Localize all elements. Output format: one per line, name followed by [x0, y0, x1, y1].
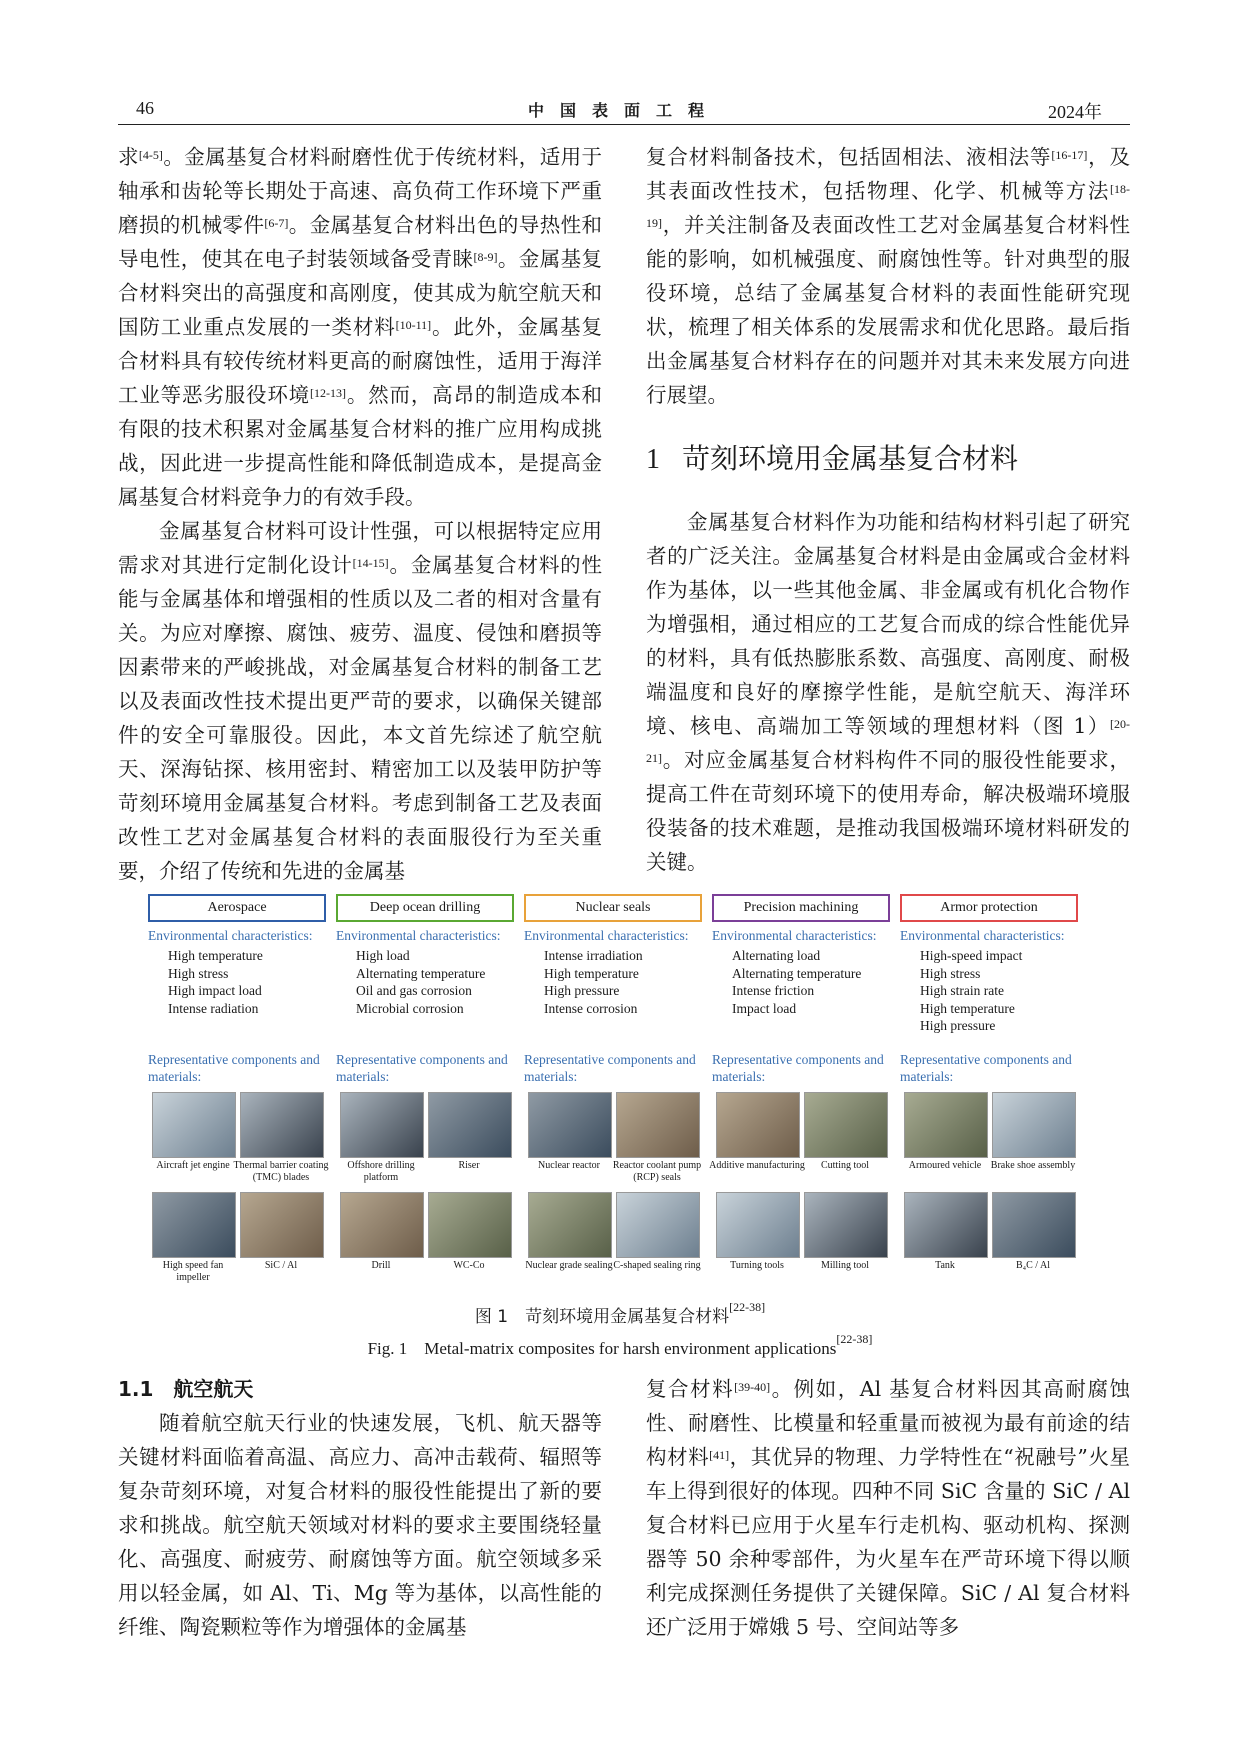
- env-label: Environmental characteristics:: [336, 928, 501, 943]
- env-list: [920, 947, 1078, 1051]
- env-item: Intense friction: [732, 983, 815, 998]
- left-column-bottom: [118, 1372, 602, 1644]
- env-list: [356, 947, 514, 1051]
- photo-caption: Armoured vehicle: [908, 1160, 982, 1171]
- component-photo: [428, 1092, 512, 1158]
- component-photo: [340, 1092, 424, 1158]
- photo-caption: Brake shoe assembly: [990, 1160, 1076, 1171]
- component-photo: [804, 1092, 888, 1158]
- journal-title: 中国表面工程: [527, 101, 720, 120]
- photo-caption: Drill: [371, 1260, 391, 1271]
- env-list: [168, 947, 326, 1051]
- section-heading: 1 苛刻环境用金属基复合材料: [646, 442, 1019, 475]
- env-item: High strain rate: [920, 983, 1004, 998]
- panel-title: Armor protection: [900, 894, 1078, 922]
- component-photo: [904, 1192, 988, 1258]
- env-item: Impact load: [732, 1000, 797, 1016]
- panel-title: Deep ocean drilling: [336, 894, 514, 922]
- photo-caption: WC-Co: [453, 1260, 485, 1271]
- rep-label: Representative components and materials:: [712, 1052, 884, 1084]
- rep-label: Representative components and materials:: [524, 1052, 696, 1084]
- panel-title: Aerospace: [148, 894, 326, 922]
- env-label: Environmental characteristics:: [148, 928, 313, 943]
- component-photo: [528, 1192, 612, 1258]
- env-item: Intense irradiation: [544, 948, 643, 963]
- photo-caption: Tank: [935, 1260, 955, 1271]
- right-column-top: [646, 140, 1130, 879]
- component-photo: [528, 1092, 612, 1158]
- photo-caption: Nuclear reactor: [538, 1160, 600, 1171]
- env-item: Alternating temperature: [356, 965, 486, 981]
- page-number: 46: [136, 98, 154, 118]
- photo-caption: Milling tool: [820, 1260, 870, 1271]
- left-column-top: [118, 140, 602, 888]
- env-item: High temperature: [168, 948, 263, 963]
- figure-panel-aerospace: [148, 894, 329, 1294]
- photo-caption: Riser: [458, 1160, 480, 1171]
- env-list: [732, 947, 890, 1051]
- component-photo: [804, 1192, 888, 1258]
- photo-caption: Additive manufacturing: [709, 1160, 805, 1171]
- photo-caption: B₄C / Al: [1015, 1260, 1051, 1271]
- paragraph: 复合材料制备技术，包括固相法、液相法等[16-17]，及其表面改性技术，包括物理、化学、机械等方法[18-19]，并关注制备及表面改性工艺对金属基复合材料性能的影响，如机械强度、耐腐蚀性等。针对典型的服役环境，总结了金属基复合材料的表面性能研究现状，梳理了相关体系的发展需求和优化思路。最后指出金属基复合材料存在的问题并对其未来发展方向进行展望。: [646, 145, 1131, 407]
- running-header: [118, 98, 1130, 125]
- paragraph: 金属基复合材料可设计性强，可以根据特定应用需求对其进行定制化设计[14-15]。金属基复合材料的性能与金属基体和增强相的性质以及二者的相对含量有关。为应对摩擦、腐蚀、疲劳、温度、侵蚀和磨损等因素带来的严峻挑战，对金属基复合材料的制备工艺以及表面改性技术提出更严苛的要求，以确保关键部件的安全可靠服役。因此，本文首先综述了航空航天、深海钻探、核用密封、精密加工以及装甲防护等苛刻环境用金属基复合材料。考虑到制备工艺及表面改性工艺对金属基复合材料的表面服役行为至关重要，介绍了传统和先进的金属基: [118, 519, 603, 883]
- paragraph: 金属基复合材料作为功能和结构材料引起了研究者的广泛关注。金属基复合材料是由金属或合金材料作为基体，以一些其他金属、非金属或有机化合物作为增强相，通过相应的工艺复合而成的综合性能优异的材料，具有低热膨胀系数、高强度、高刚度、耐极端温度和良好的摩擦学性能，是航空航天、海洋环境、核电、高端加工等领域的理想材料（图 1）[20-21]。对应金属基复合材料构件不同的服役性能要求，提高工件在苛刻环境下的使用寿命，解决极端环境服役装备的技术难题，是推动我国极端环境材料研发的关键。: [646, 510, 1130, 874]
- component-photo: [616, 1092, 700, 1158]
- photo-caption: Turning tools: [730, 1260, 784, 1271]
- component-photo: [716, 1092, 800, 1158]
- right-column-bottom: [646, 1372, 1130, 1644]
- figure-caption-cn: 图 1 苛刻环境用金属基复合材料[22-38]: [474, 1300, 766, 1327]
- photo-caption: Offshore drilling platform: [347, 1160, 415, 1183]
- photo-caption: Reactor coolant pump (RCP) seals: [612, 1160, 702, 1183]
- component-photo: [904, 1092, 988, 1158]
- component-photo: [240, 1092, 324, 1158]
- env-item: High pressure: [544, 983, 620, 998]
- component-photo: [340, 1192, 424, 1258]
- panel-title: Nuclear seals: [524, 894, 702, 922]
- component-photo: [716, 1192, 800, 1258]
- photo-caption: High speed fan impeller: [162, 1260, 224, 1283]
- env-item: Alternating load: [732, 948, 821, 963]
- env-item: High pressure: [920, 1018, 996, 1033]
- env-label: Environmental characteristics:: [524, 928, 689, 943]
- figure-panel-armor-protection: [900, 894, 1078, 1294]
- figure-panel-nuclear-seals: [524, 894, 702, 1294]
- subsection-heading: 1.1 航空航天: [118, 1377, 254, 1401]
- figure-1: [148, 894, 1092, 1294]
- component-photo: [240, 1192, 324, 1258]
- component-photo: [428, 1192, 512, 1258]
- env-item: High stress: [168, 965, 229, 981]
- env-item: High temperature: [920, 1000, 1015, 1016]
- paragraph: 随着航空航天行业的快速发展，飞机、航天器等关键材料面临着高温、高应力、高冲击载荷、辐照等复杂苛刻环境，对复合材料的服役性能提出了新的要求和挑战。航空航天领域对材料的要求主要围绕轻量化、高强度、耐疲劳、耐腐蚀等方面。航空领域多采用以轻金属，如 Al、Ti、Mg 等为基体，以高性能的纤维、陶瓷颗粒等作为增强体的金属基: [118, 1411, 602, 1639]
- rep-label: Representative components and materials:: [900, 1052, 1072, 1084]
- photo-caption: C-shaped sealing ring: [613, 1260, 701, 1271]
- env-item: High impact load: [168, 983, 262, 998]
- env-item: High stress: [920, 965, 981, 981]
- env-label: Environmental characteristics:: [712, 928, 877, 943]
- component-photo: [992, 1192, 1076, 1258]
- paragraph: 复合材料[39-40]。例如，Al 基复合材料因其高耐腐蚀性、耐磨性、比模量和轻重量而被视为最有前途的结构材料[41]，其优异的物理、力学特性在“祝融号”火星车上得到很好的体现。四种不同 SiC 含量的 SiC / Al 复合材料已应用于火星车行走机构、驱动机构、探测器等 50 余种零部件，为火星车在严苛环境下得以顺利完成探测任务提供了关键保障。SiC / Al 复合材料还广泛用于嫦娥 5 号、空间站等多: [646, 1377, 1130, 1639]
- figure-caption-en: Fig. 1 Metal-matrix composites for harsh environment applications[22-38]: [367, 1332, 873, 1358]
- component-photo: [152, 1192, 236, 1258]
- figure-panel-deep-ocean-drilling: [336, 894, 514, 1294]
- rep-label: Representative components and materials:: [336, 1052, 508, 1084]
- rep-label: Representative components and materials:: [148, 1052, 320, 1084]
- env-item: Oil and gas corrosion: [356, 983, 472, 998]
- photo-caption: SiC / Al: [264, 1260, 298, 1271]
- photo-caption: Cutting tool: [820, 1160, 870, 1171]
- env-item: Intense corrosion: [544, 1000, 638, 1016]
- panel-title: Precision machining: [712, 894, 890, 922]
- env-item: High-speed impact: [920, 948, 1023, 963]
- env-list: [544, 947, 702, 1051]
- env-item: Intense radiation: [168, 1000, 259, 1016]
- env-item: High load: [356, 948, 410, 963]
- env-item: Microbial corrosion: [356, 1000, 464, 1016]
- env-item: High temperature: [544, 965, 639, 981]
- env-item: Alternating temperature: [732, 965, 862, 981]
- figure-panel-precision-machining: [709, 894, 890, 1294]
- paragraph: 求[4-5]。金属基复合材料耐磨性优于传统材料，适用于轴承和齿轮等长期处于高速、高负荷工作环境下严重磨损的机械零件[6-7]。金属基复合材料出色的导热性和导电性，使其在电子封装领域备受青睐[8-9]。金属基复合材料突出的高强度和高刚度，使其成为航空航天和国防工业重点发展的一类材料[10-11]。此外，金属基复合材料具有较传统材料更高的耐腐蚀性，适用于海洋工业等恶劣服役环境[12-13]。然而，高昂的制造成本和有限的技术积累对金属基复合材料的推广应用构成挑战，因此进一步提高性能和降低制造成本，是提高金属基复合材料竞争力的有效手段。: [118, 145, 603, 509]
- component-photo: [992, 1092, 1076, 1158]
- photo-caption: Nuclear grade sealing: [525, 1260, 613, 1271]
- env-label: Environmental characteristics:: [900, 928, 1065, 943]
- component-photo: [152, 1092, 236, 1158]
- component-photo: [616, 1192, 700, 1258]
- year: 2024年: [1048, 102, 1102, 122]
- photo-caption: Thermal barrier coating (TMC) blades: [233, 1160, 329, 1183]
- photo-caption: Aircraft jet engine: [156, 1160, 230, 1171]
